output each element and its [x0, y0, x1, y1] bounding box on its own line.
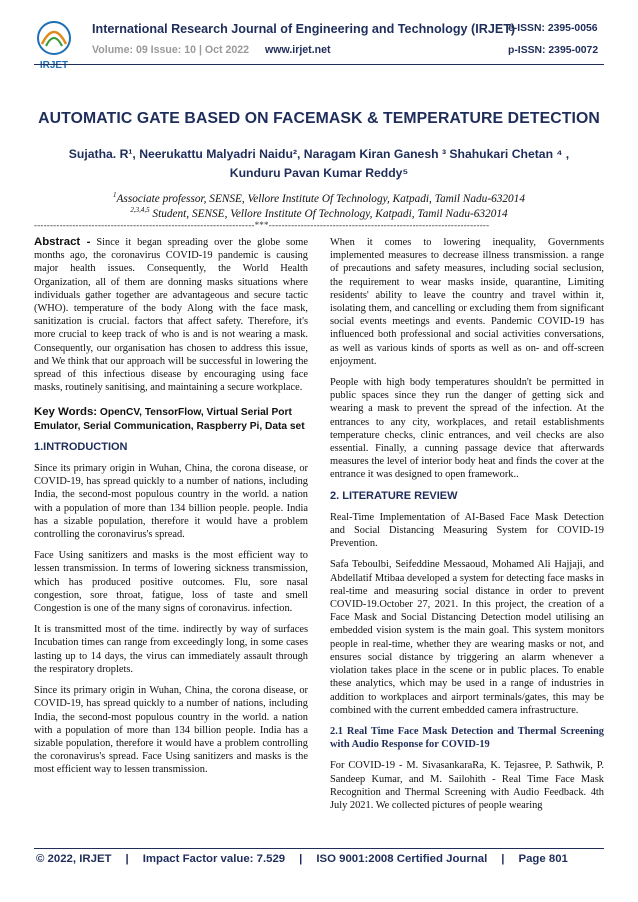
footer-separator: | [299, 853, 303, 865]
affiliation-1-text: Associate professor, SENSE, Vellore Institute Of Technology, Katpadi, Tamil Nadu-632014 [116, 192, 525, 205]
intro-heading: 1.INTRODUCTION [34, 440, 128, 453]
affiliation-2-sup: 2,3,4,5 [130, 206, 150, 214]
literature-paragraph-2: Safa Teboulbi, Seifeddine Messaoud, Mohamed Ali Hajjaji, and Abdellatif Mtibaa developed a system for detecting face masks in real-time and measuring social distance in order to prevent COVID-19.October 27, 2021. In this project, the creation of a Face Mask and Social Distancing Detection model utilising an embedded vision system is the main goal. This system monitors people in real-time, whether they are wearing masks or not, and ensures social distance by triggering an alarm whenever a violation takes place in the scene or in public places. To enable these analytics, which may be used in a range of industries in addition to workplaces and airport terminals/gates, this may be combined with the current embedded camera infrastructure. [330, 559, 604, 716]
footer-separator: | [501, 853, 505, 865]
footer-iso: ISO 9001:2008 Certified Journal [316, 853, 488, 865]
authors [40, 145, 598, 183]
footer-impact-factor: Impact Factor value: 7.529 [142, 853, 286, 865]
right-column [330, 236, 604, 820]
separator-line: ---------------------------------------------------------------------***--------------------------------------------------------------------- [34, 220, 490, 230]
subsection-heading: 2.1 Real Time Face Mask Detection and Thermal Screening with Audio Response for COVID-19 [330, 725, 604, 751]
footer-copyright: © 2022, IRJET [36, 853, 112, 865]
irjet-logo [32, 18, 76, 74]
subsection-paragraph: For COVID-19 - M. SivasankaraRa, K. Tejasree, P. Sathwik, P. Sandeep Kumar, and M. Sailohith - Real Time Face Mask Recognition and Thermal Screening with Audio Feedback. 4th July 2021. We collected pictures of people wearing [330, 760, 604, 811]
journal-header [0, 0, 638, 86]
literature-paragraph-1: Real-Time Implementation of AI-Based Face Mask Detection and Social Distancing Measuring System for COVID-19 Prevention. [330, 511, 604, 550]
authors-line-2: Kunduru Pavan Kumar Reddy⁵ [229, 166, 409, 180]
footer-rule [34, 848, 604, 849]
keywords [34, 406, 308, 432]
intro-paragraph-2: Face Using sanitizers and masks is the most efficient way to lessen transmission. In terms of lowering sickness transmission, which has produced positive outcomes. Flu, sore nasal congestion, sore throat, fatigue, loss of taste and smell Congestion is one of the many signs of coronavirus. infection. [34, 550, 308, 615]
website-link[interactable]: www.irjet.net [265, 44, 331, 56]
affiliation-2-text: Student, SENSE, Vellore Institute Of Technology, Katpadi, Tamil Nadu-632014 [149, 207, 508, 220]
journal-title: International Research Journal of Engineering and Technology (IRJET) [92, 22, 516, 36]
right-paragraph-1: When it comes to lowering inequality, Governments implemented measures to decrease illness transmission. a range of precautions and safety measures, including social seclusion, the requirement to wear masks inside, quarantine, Limiting residents' ability to leave the country and travel within it, isolating them, and cancelling or excluding them from significant social events meetings and events. Pandemic COVID-19 has influenced both professional and social activities conversations, as well as various kinds of sports as well as on- and off-screen enjoyment. [330, 237, 604, 367]
literature-heading: 2. LITERATURE REVIEW [330, 489, 458, 502]
left-column [34, 236, 308, 785]
abstract-label: Abstract - [34, 236, 91, 248]
pissn: p-ISSN: 2395-0072 [508, 45, 599, 56]
affiliation-2 [0, 206, 638, 220]
footer-page-number: Page 801 [518, 853, 568, 865]
authors-line-1: Sujatha. R¹, Neerukattu Malyadri Naidu², Naragam Kiran Ganesh ³ Shahukari Chetan ⁴ , [68, 147, 570, 161]
paper-title: AUTOMATIC GATE BASED ON FACEMASK & TEMPERATURE DETECTION [38, 110, 600, 127]
footer-separator: | [125, 853, 129, 865]
abstract-text: Since it began spreading over the globe some months ago, the coronavirus COVID-19 pandemic is causing major health issues. Consequently, the World Health Organization, all of them are donning masks situations where individuals gather together are advantageous and secure tactic (WHO). temperature of the body Along with the face mask, sanitization is crucial. factors that affect safety. Therefore, it's more crucial to keep track of who is and is not wearing a mask. Consequently, our organisation has chosen to address this issue, and We think that our approach will be successful in lowering the spread of this infectious disease by encouraging using face masks, routinely sanitising, and maintaining a secure workplace. [34, 237, 308, 394]
volume-issue: Volume: 09 Issue: 10 | Oct 2022 [92, 44, 250, 56]
page-footer [36, 853, 602, 865]
keywords-text: OpenCV, TensorFlow, Virtual Serial Port Emulator, Serial Communication, Raspberry Pi, Data set [34, 407, 305, 432]
intro-paragraph-4: Since its primary origin in Wuhan, China, the corona disease, or COVID-19, has spread quickly to a number of nations, including India, the second-most populous country in the world. a nation with a population of more than 134 billion people. India has a sizable population, therefore it would have a problem controlling the coronavirus's spread. Face Using sanitizers and masks is the most efficient way to lessen transmission. [34, 685, 308, 776]
keywords-label: Key Words: [34, 406, 98, 419]
abstract [34, 236, 308, 394]
eissn: e-ISSN: 2395-0056 [508, 23, 598, 34]
right-paragraph-2: People with high body temperatures shouldn't be permitted in public spaces since they run the danger of getting sick and wearing a mask to prevent the spread of the infection. At the entrances to any city, workplaces, and retail establishments temperature checks, clinic entrances, and veil checks are also essential. Finally, a cunning passage device that afterwards measures the level of interior body heat and finds the cover at the entrance it was designed to open framework.. [330, 377, 604, 481]
affiliation-1-sup: 1 [113, 191, 117, 199]
intro-paragraph-3: It is transmitted most of the time. indirectly by way of surfaces Incubation times can range from exceedingly long, in some cases lasting up to 14 days, the virus can immediately assault through the respiratory droplets. [34, 624, 308, 675]
header-rule [34, 64, 604, 65]
affiliation-1 [0, 191, 638, 205]
intro-paragraph-1: Since its primary origin in Wuhan, China, the corona disease, or COVID-19, has spread quickly to a number of nations, including India, the second-most populous country in the world. a nation with a population of more than 134 billion people. people. India has a sizable population, therefore it would have a problem controlling the coronavirus's spread. [34, 463, 308, 541]
logo-text: IRJET [39, 60, 69, 71]
